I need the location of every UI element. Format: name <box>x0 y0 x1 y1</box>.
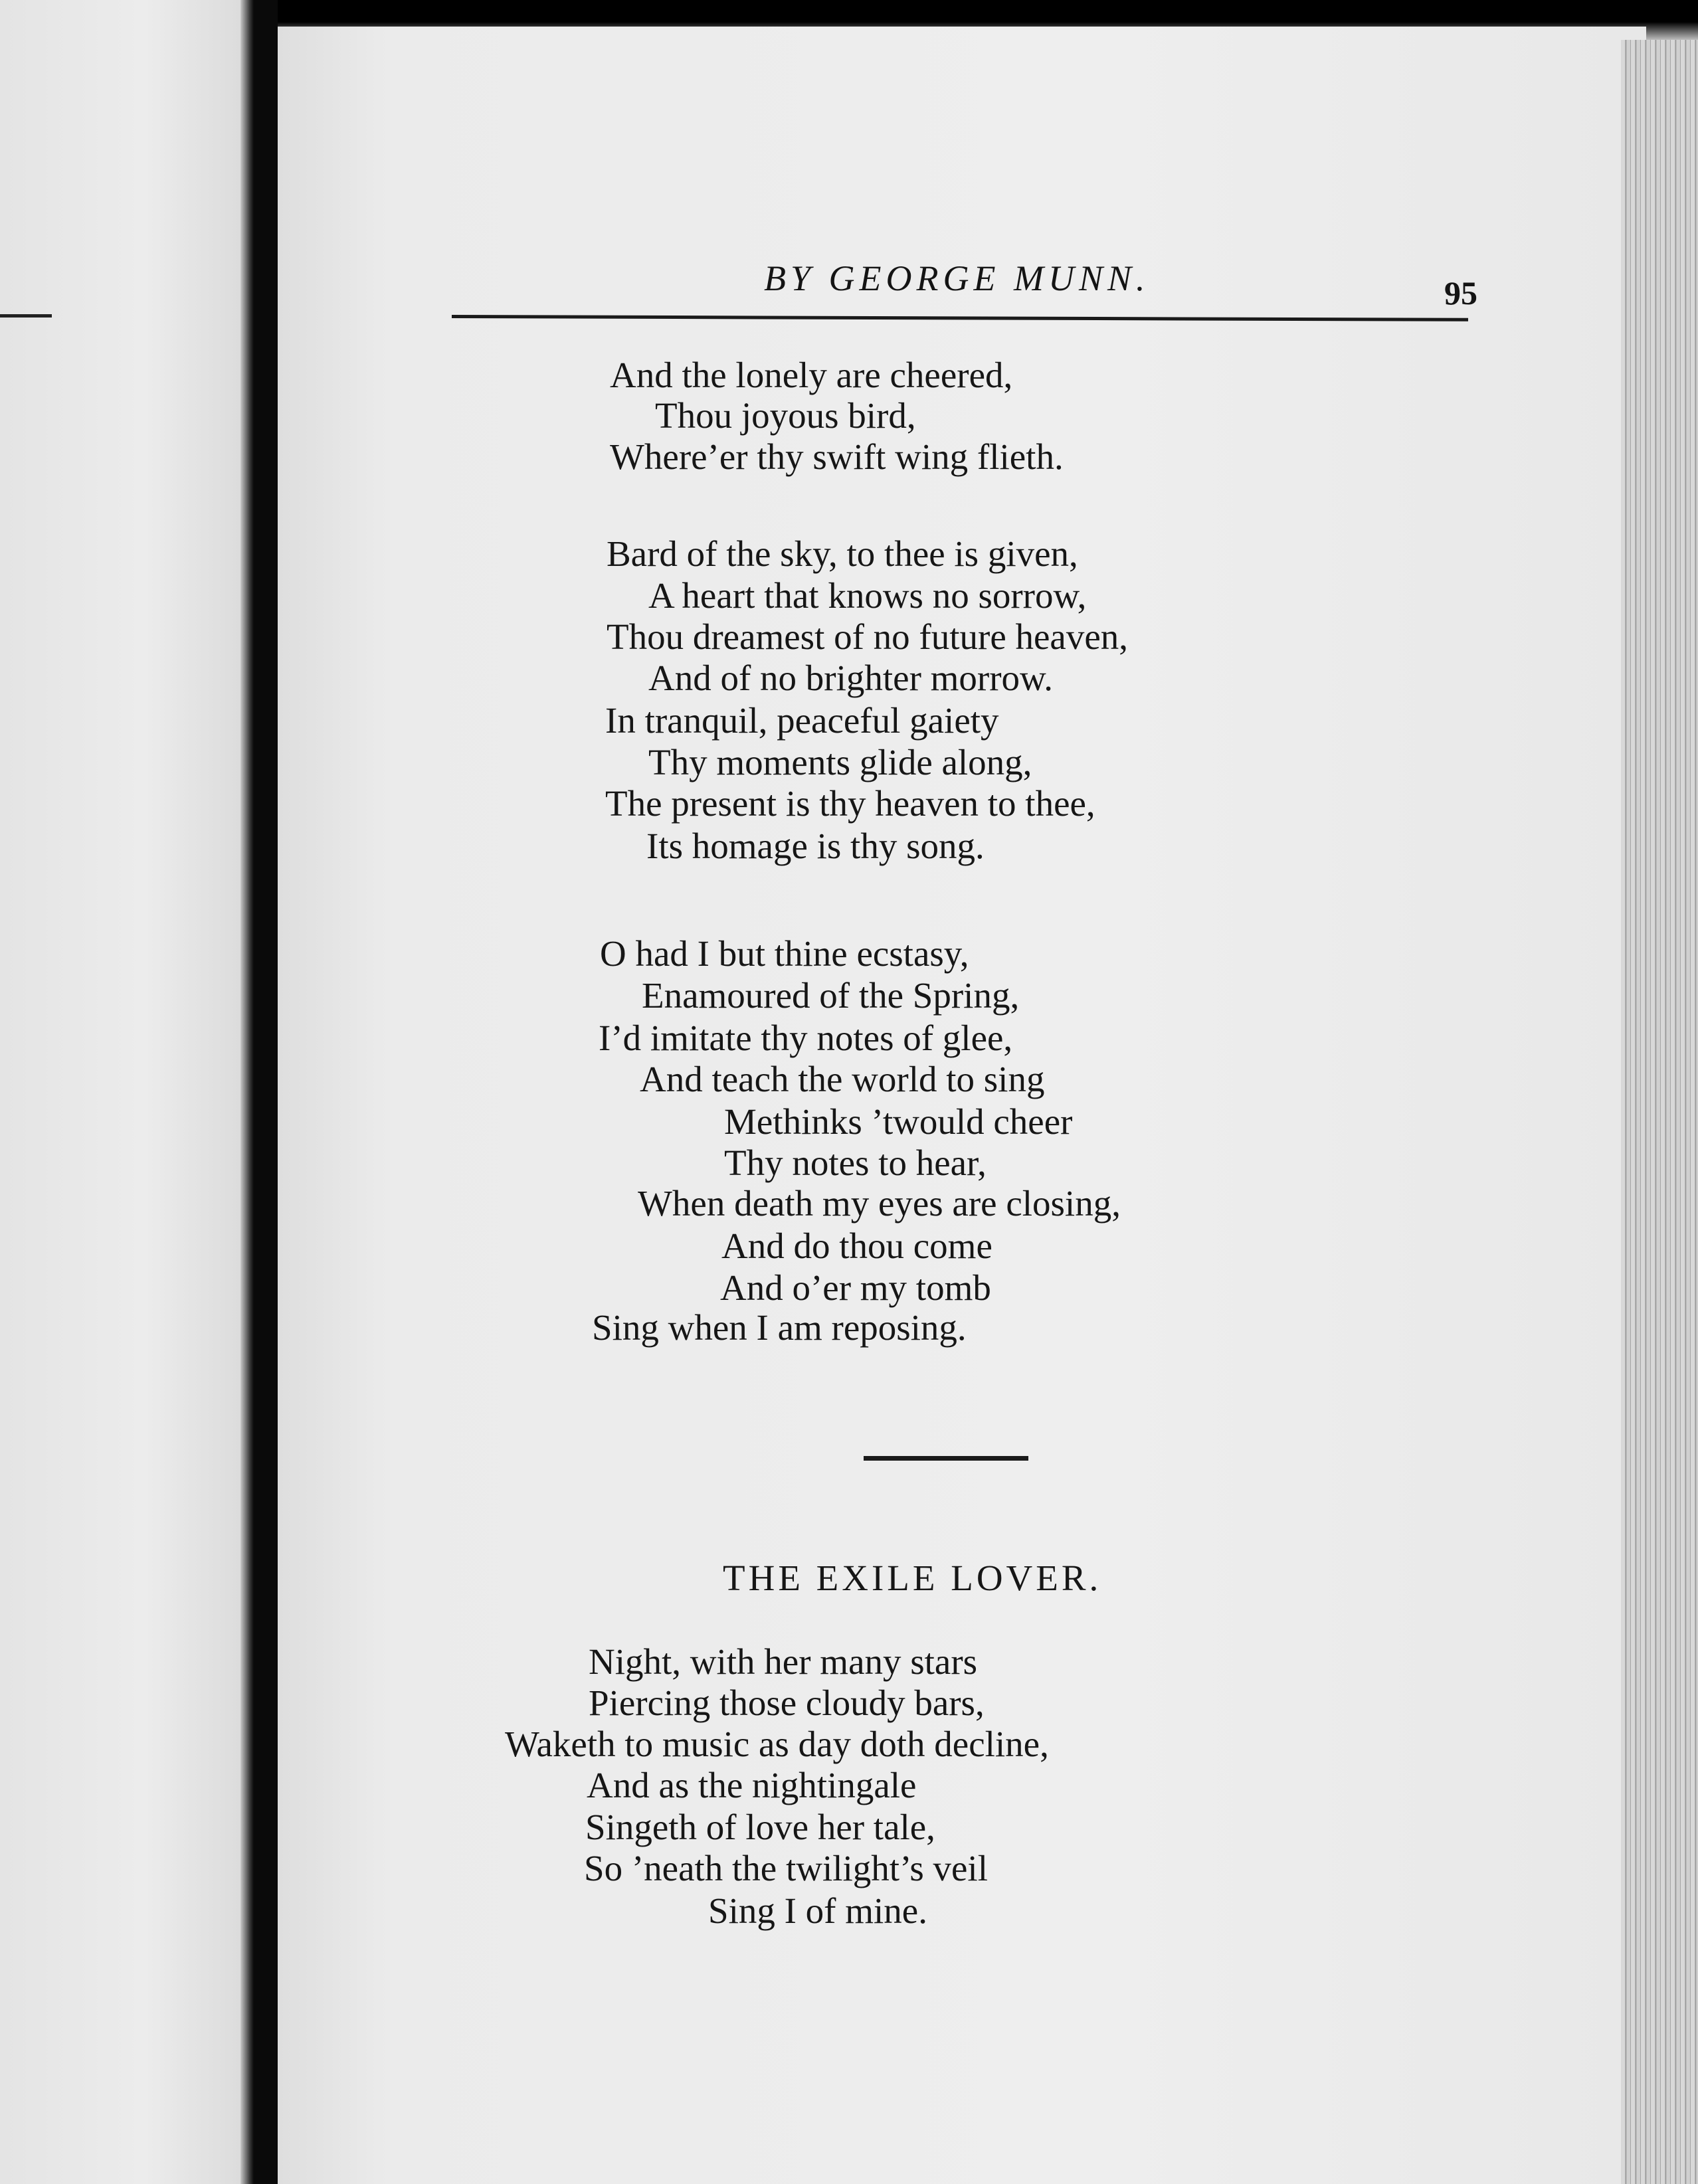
poem-title: THE EXILE LOVER. <box>723 1558 1102 1598</box>
poem-line: And as the nightingale <box>587 1765 917 1805</box>
poem-line: Bard of the sky, to thee is given, <box>607 533 1078 574</box>
left-page-rule <box>0 314 52 318</box>
poem-line: Its homage is thy song. <box>646 826 985 866</box>
poem-line: When death my eyes are closing, <box>638 1183 1121 1224</box>
poem-line: I’d imitate thy notes of glee, <box>599 1018 1013 1058</box>
poem-line: Thou joyous bird, <box>655 395 916 436</box>
poem-line: The present is thy heaven to thee, <box>605 783 1095 824</box>
poem-line: And o’er my tomb <box>720 1267 991 1308</box>
poem-line: Where’er thy swift wing flieth. <box>610 436 1064 477</box>
poem-line: So ’neath the twilight’s veil <box>584 1848 988 1888</box>
poem-line: Methinks ’twould cheer <box>724 1101 1073 1142</box>
running-head: BY GEORGE MUNN. <box>764 258 1150 298</box>
left-page <box>0 0 240 2184</box>
poem-line: Thy moments glide along, <box>648 742 1032 782</box>
poem-line: Singeth of love her tale, <box>585 1807 935 1847</box>
poem-line: And do thou come <box>721 1226 992 1266</box>
poem-line: A heart that knows no sorrow, <box>648 575 1087 616</box>
poem-line: Sing when I am reposing. <box>592 1307 967 1348</box>
section-divider <box>864 1456 1028 1461</box>
poem-line: O had I but thine ecstasy, <box>600 933 969 974</box>
poem-line: Sing I of mine. <box>708 1890 927 1931</box>
poem-line: Piercing those cloudy bars, <box>589 1683 985 1723</box>
poem-line: Night, with her many stars <box>589 1641 978 1682</box>
poem-line: And the lonely are cheered, <box>610 355 1013 395</box>
poem-line: Waketh to music as day doth decline, <box>505 1724 1049 1764</box>
poem-line: In tranquil, peaceful gaiety <box>605 700 999 741</box>
page-number: 95 <box>1444 274 1477 312</box>
poem-line: Enamoured of the Spring, <box>642 975 1020 1016</box>
poem-line: Thy notes to hear, <box>724 1142 987 1183</box>
gutter-edge <box>240 0 254 2184</box>
poem-line: And teach the world to sing <box>640 1059 1045 1099</box>
page-edges <box>1621 40 1698 2184</box>
poem-line: Thou dreamest of no future heaven, <box>607 616 1128 657</box>
poem-line: And of no brighter morrow. <box>648 658 1053 698</box>
